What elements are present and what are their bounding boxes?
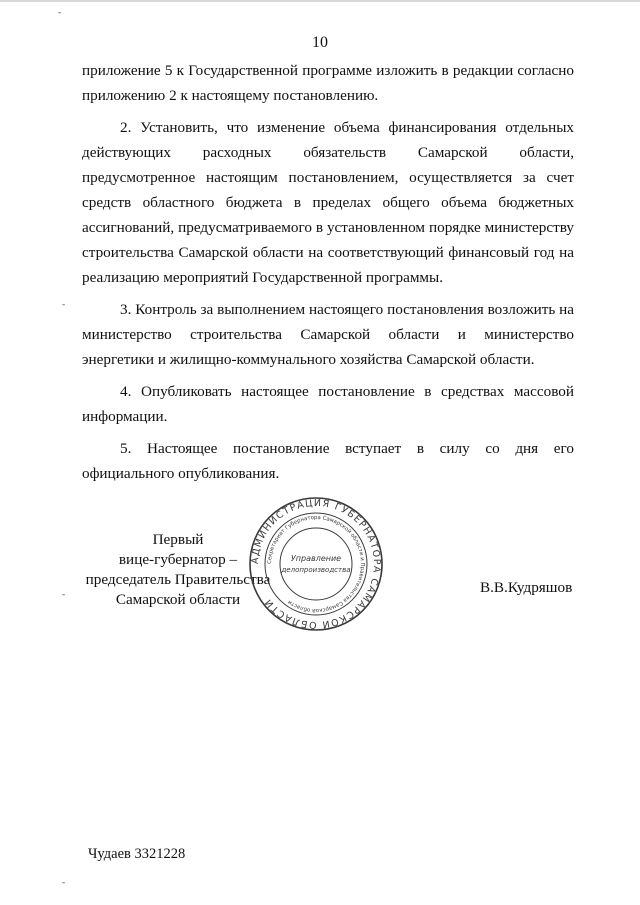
scan-top-edge (0, 0, 640, 2)
paragraph-5: 5. Настоящее постановление вступает в силу со дня его официального опубликования. (82, 440, 574, 482)
signatory-line-1: Первый (152, 531, 204, 548)
paragraph-2: 2. Установить, что изменение объема финансирования отдельных действующих расходных обязательств Самарской области, предусмотренное настоящим постановлением, осуществляется за счет средств областного бюджета в пределах общего объема бюджетных ассигнований, предусматриваемого в установленном порядке министерству строительства Самарской области на соответствующий финансовый год на реализацию мероприятий Государственной программы. (82, 119, 574, 286)
stamp-inner-ring (280, 528, 352, 600)
signature-name: В.В.Кудряшов (480, 579, 573, 596)
scan-mark: - (62, 590, 66, 600)
paragraph-1: приложение 5 к Государственной программе изложить в редакции согласно приложению 2 к настоящему постановлению. (82, 62, 574, 104)
scan-mark: - (58, 8, 62, 18)
stamp-inner-text: Секретариат Губернатора Самарской области и Правительства Самарской области (266, 514, 366, 614)
signatory-line-2: вице-губернатор – (118, 551, 238, 568)
executor-note: Чудаев 3321228 (88, 846, 186, 862)
document-body (82, 58, 574, 493)
scan-mark: - (62, 878, 66, 888)
scan-mark: - (62, 300, 66, 310)
paragraph-3: 3. Контроль за выполнением настоящего постановления возложить на министерство строительства Самарской области и министерство энергетики и жилищно-коммунального хозяйства Самарской области. (82, 301, 574, 368)
signatory-line-3: председатель Правительства (85, 571, 271, 588)
official-stamp (248, 496, 384, 632)
stamp-center-line-1: Управление (290, 554, 342, 563)
signatory-line-4: Самарской области (115, 591, 241, 608)
page-number: 10 (312, 34, 328, 51)
paragraph-4: 4. Опубликовать настоящее постановление в средствах массовой информации. (82, 383, 574, 425)
stamp-center-line-2: делопроизводства (281, 566, 351, 574)
stamp-outer-text: АДМИНИСТРАЦИЯ ГУБЕРНАТОРА САМАРСКОЙ ОБЛАСТИ (249, 497, 383, 631)
